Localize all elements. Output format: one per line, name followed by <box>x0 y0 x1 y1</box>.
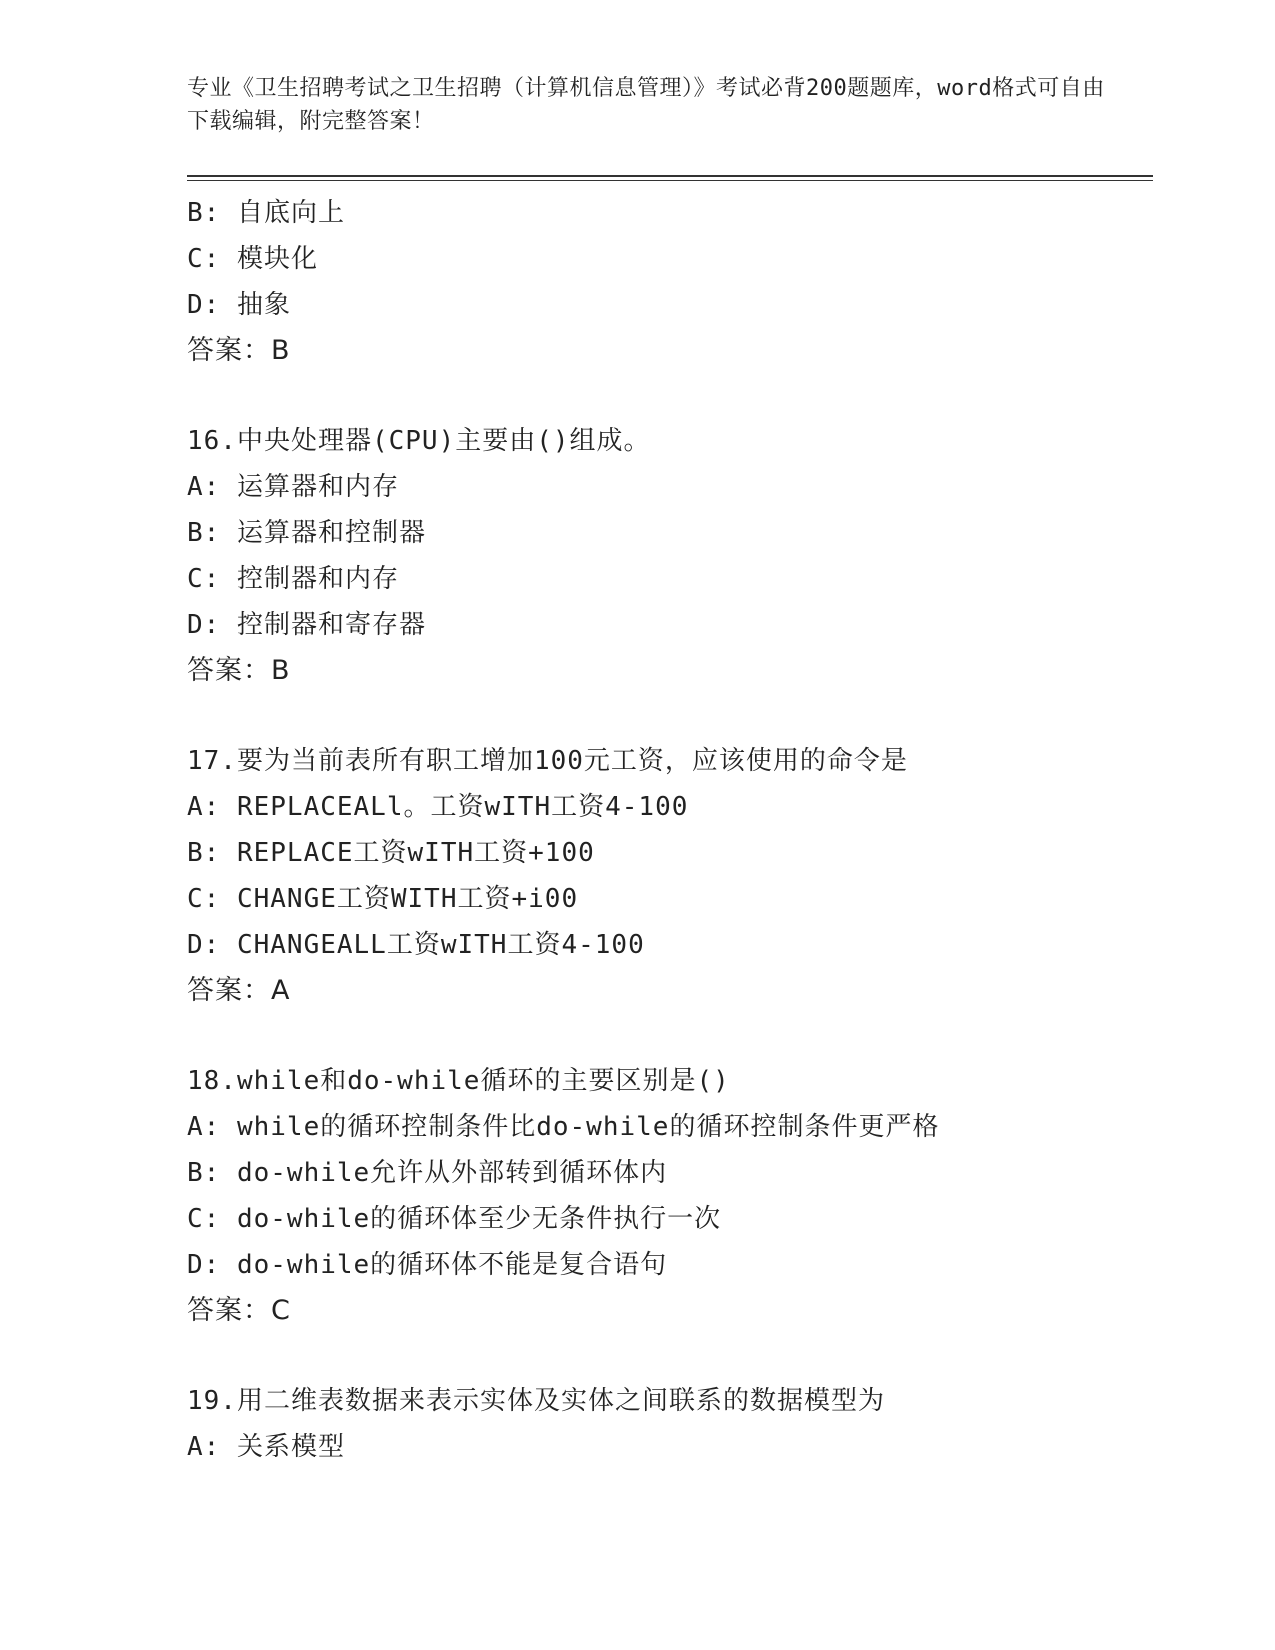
option-a: A: REPLACEALl。工资wITH工资4-100 <box>187 792 689 822</box>
question-text: 17.要为当前表所有职工增加100元工资，应该使用的命令是 <box>187 746 908 776</box>
option-a: A: 关系模型 <box>187 1432 345 1462</box>
option-d: D: do-while的循环体不能是复合语句 <box>187 1250 668 1280</box>
option-a: A: while的循环控制条件比do-while的循环控制条件更严格 <box>187 1112 940 1142</box>
option-d: D: 控制器和寄存器 <box>187 610 426 640</box>
option-b: B: REPLACE工资wITH工资+100 <box>187 838 595 868</box>
question-18 <box>187 1058 1147 1334</box>
question-text: 18.while和do-while循环的主要区别是() <box>187 1066 730 1096</box>
question-19 <box>187 1378 1147 1470</box>
question-list <box>187 190 1147 1470</box>
answer-line: 答案：A <box>187 975 291 1006</box>
option-b: B: do-while允许从外部转到循环体内 <box>187 1158 668 1188</box>
page-header: 专业《卫生招聘考试之卫生招聘（计算机信息管理）》考试必背200题题库，word格式可自由下载编辑，附完整答案！ <box>187 76 1105 134</box>
option-b: B: 运算器和控制器 <box>187 518 426 548</box>
question-text: 19.用二维表数据来表示实体及实体之间联系的数据模型为 <box>187 1386 885 1416</box>
option-c: C: 控制器和内存 <box>187 564 399 594</box>
option-c: C: do-while的循环体至少无条件执行一次 <box>187 1204 722 1234</box>
header-divider <box>187 175 1153 181</box>
option-c: C: 模块化 <box>187 244 318 274</box>
answer-line: 答案：B <box>187 335 291 366</box>
option-a: A: 运算器和内存 <box>187 472 399 502</box>
question-16 <box>187 418 1147 694</box>
option-d: D: CHANGEALL工资wITH工资4-100 <box>187 930 645 960</box>
option-c: C: CHANGE工资WITH工资+i00 <box>187 884 579 914</box>
option-d: D: 抽象 <box>187 290 291 320</box>
answer-line: 答案：B <box>187 655 291 686</box>
question-text: 16.中央处理器(CPU)主要由()组成。 <box>187 426 651 456</box>
answer-line: 答案：C <box>187 1295 291 1326</box>
question-15-tail <box>187 190 1147 374</box>
option-b: B: 自底向上 <box>187 198 345 228</box>
question-17 <box>187 738 1147 1014</box>
